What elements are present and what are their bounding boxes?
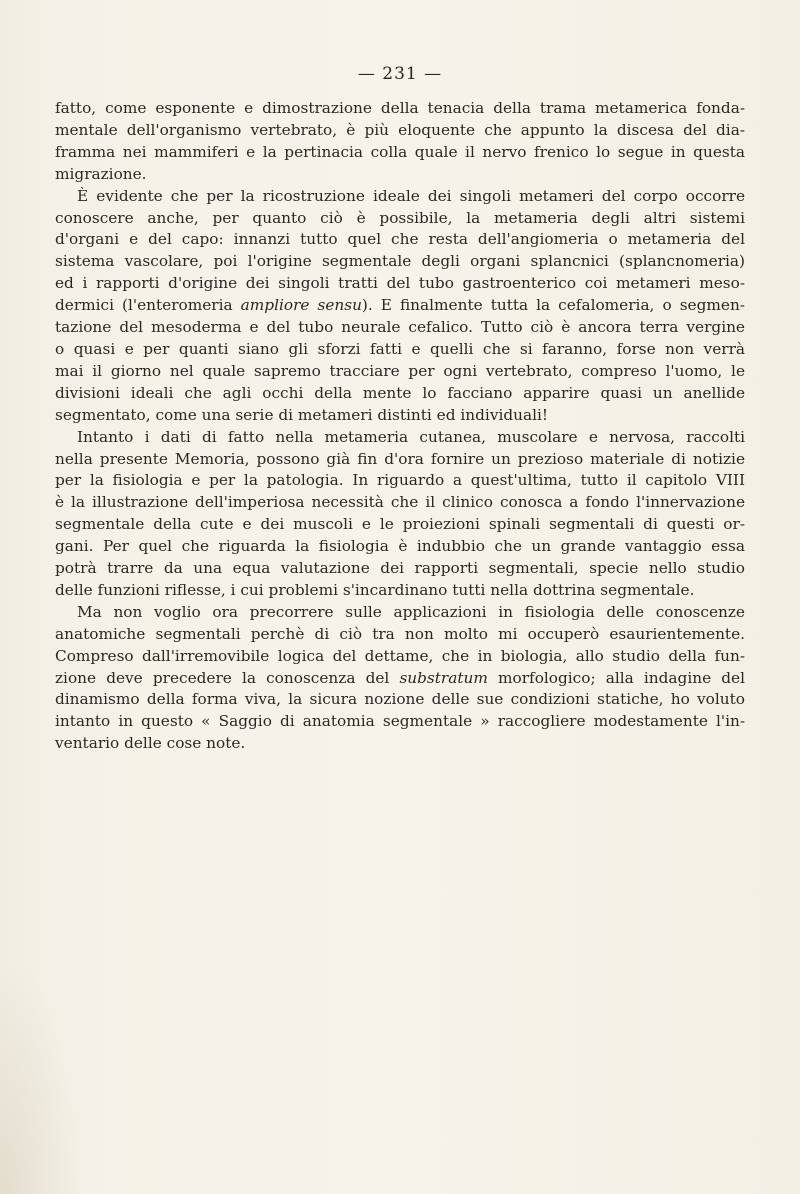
text-line: per la fisiologia e per la patologia. In riguardo a quest'ultima, tutto il capitolo VIII: [55, 471, 745, 490]
paragraph: [55, 427, 745, 602]
text-line: ed i rapporti d'origine dei singoli tratti del tubo gastroenterico coi metameri meso-: [55, 274, 745, 293]
text-line: d'organi e del capo: innanzi tutto quel che resta dell'angiomeria o metameria del: [55, 230, 745, 249]
text-line: ventario delle cose note.: [55, 734, 246, 753]
body-text: [55, 98, 745, 755]
text-line: è la illustrazione dell'imperiosa necessità che il clinico conosca a fondo l'innervazione: [55, 493, 745, 512]
paragraph: [55, 602, 745, 755]
text-line: zione deve precedere la conoscenza del substratum morfologico; alla indagine del: [55, 668, 745, 687]
text-line: divisioni ideali che agli occhi della mente lo facciano apparire quasi un anellide: [55, 383, 745, 402]
text-line: segmentale della cute e dei muscoli e le proiezioni spinali segmentali di questi or-: [55, 515, 745, 534]
text-line: Intanto i dati di fatto nella metameria cutanea, muscolare e nervosa, raccolti: [77, 427, 745, 446]
text-line: intanto in questo « Saggio di anatomia segmentale » raccogliere modestamente l'in-: [55, 712, 745, 731]
text-line: delle funzioni riflesse, i cui problemi s'incardinano tutti nella dottrina segmentale.: [55, 580, 695, 599]
text-line: Ma non voglio ora precorrere sulle applicazioni in fisiologia delle conoscenze: [77, 602, 745, 621]
text-line: o quasi e per quanti siano gli sforzi fatti e quelli che si faranno, forse non verrà: [55, 339, 745, 358]
page-number: — 231 —: [357, 64, 443, 84]
text-line: migrazione.: [55, 164, 147, 183]
text-line: gani. Per quel che riguarda la fisiologia è indubbio che un grande vantaggio essa: [55, 537, 745, 556]
text-line: mentale dell'organismo vertebrato, è più eloquente che appunto la discesa del dia-: [55, 120, 745, 139]
text-line: segmentato, come una serie di metameri distinti ed individuali!: [55, 405, 549, 424]
text-line: potrà trarre da una equa valutazione dei rapporti segmentali, specie nello studio: [55, 559, 745, 578]
text-line: sistema vascolare, poi l'origine segmentale degli organi splancnici (splancnomeria): [55, 252, 745, 271]
paragraph: [55, 186, 745, 427]
text-line: È evidente che per la ricostruzione ideale dei singoli metameri del corpo occorre: [77, 186, 745, 205]
text-line: Compreso dall'irremovibile logica del dettame, che in biologia, allo studio della fun-: [55, 646, 745, 665]
text-line: framma nei mammiferi e la pertinacia colla quale il nervo frenico lo segue in questa: [55, 142, 745, 161]
paragraph: [55, 98, 745, 186]
text-line: fatto, come esponente e dimostrazione della tenacia della trama metamerica fonda-: [55, 99, 745, 117]
text-line: conoscere anche, per quanto ciò è possibile, la metameria degli altri sistemi: [55, 208, 745, 227]
paper-stain: [0, 954, 90, 1194]
text-line: nella presente Memoria, possono già fin d'ora fornire un prezioso materiale di notizie: [55, 449, 745, 468]
text-line: dinamismo della forma viva, la sicura nozione delle sue condizioni statiche, ho voluto: [55, 690, 745, 709]
text-line: tazione del mesoderma e del tubo neurale cefalico. Tutto ciò è ancora terra vergine: [55, 318, 745, 337]
text-line: anatomiche segmentali perchè di ciò tra non molto mi occuperò esaurientemente.: [55, 624, 745, 643]
text-line: dermici (l'enteromeria ampliore sensu). E finalmente tutta la cefalomeria, o segmen-: [55, 296, 745, 315]
text-line: mai il giorno nel quale sapremo tracciare per ogni vertebrato, compreso l'uomo, le: [55, 361, 745, 380]
